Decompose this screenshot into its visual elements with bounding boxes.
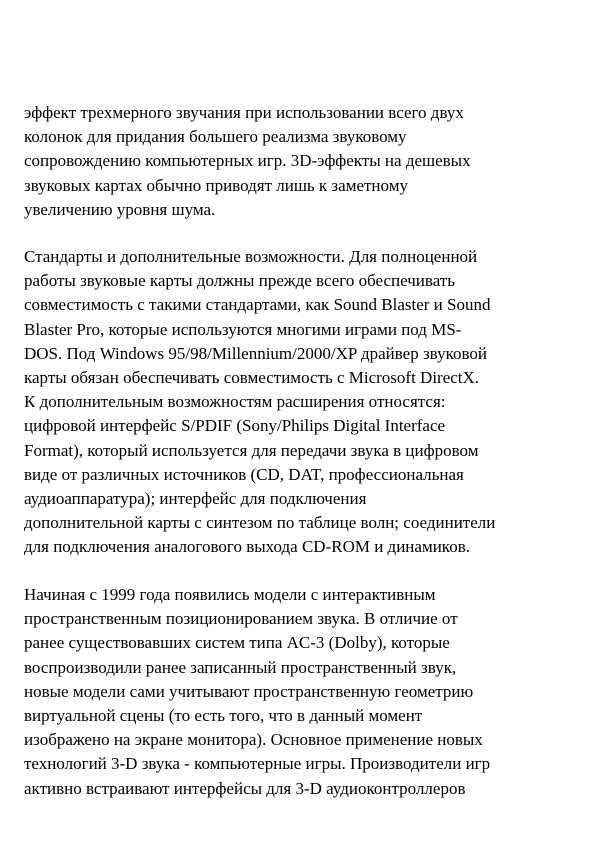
text-line: Стандарты и дополнительные возможности. Для полноценной bbox=[24, 247, 478, 266]
text-line: пространственным позиционированием звука. В отличие от bbox=[24, 609, 458, 629]
text-line: работы звуковые карты должны прежде всего обеспечивать bbox=[24, 271, 455, 291]
text-line: дополнительной карты с синтезом по таблице волн; соединители bbox=[24, 513, 496, 533]
text-line: виде от различных источников (CD, DAT, профессиональная bbox=[24, 464, 464, 484]
text-line: цифровой интерфейс S/PDIF (Sony/Philips Digital Interface bbox=[24, 416, 446, 436]
text-line: К дополнительным возможностям расширения относятся: bbox=[24, 392, 446, 412]
text-line: увеличению уровня шума. bbox=[24, 199, 216, 219]
text-line: аудиоаппаратура); интерфейс для подключения bbox=[24, 489, 367, 509]
paragraph-standards bbox=[24, 245, 584, 560]
paragraph-3d-effects bbox=[24, 101, 584, 222]
text-line: эффект трехмерного звучания при использовании всего двух bbox=[24, 103, 464, 122]
text-line: для подключения аналогового выхода CD-ROM и динамиков. bbox=[24, 537, 470, 557]
text-line: активно встраивают интерфейсы для 3-D аудиоконтроллеров bbox=[24, 778, 466, 798]
text-line: DOS. Под Windows 95/98/Millennium/2000/XP драйвер звуковой bbox=[24, 343, 488, 363]
paragraph-interactive-3d bbox=[24, 583, 584, 801]
text-line: новые модели сами учитывают пространственную геометрию bbox=[24, 681, 474, 701]
text-line: виртуальной сцены (то есть того, что в данный момент bbox=[24, 706, 423, 726]
text-line: карты обязан обеспечивать совместимость с Microsoft DirectX. bbox=[24, 368, 480, 388]
text-line: ранее существовавших систем типа AC-3 (Dolby), которые bbox=[24, 633, 450, 653]
text-line: Начиная с 1999 года появились модели с интерактивным bbox=[24, 585, 436, 604]
text-line: звуковых картах обычно приводят лишь к заметному bbox=[24, 175, 408, 195]
text-line: сопровождению компьютерных игр. 3D-эффекты на дешевых bbox=[24, 151, 471, 171]
text-line: Format), который используется для передачи звука в цифровом bbox=[24, 440, 479, 460]
text-line: изображено на экране монитора). Основное применение новых bbox=[24, 730, 483, 750]
text-line: воспроизводили ранее записанный пространственный звук, bbox=[24, 657, 457, 677]
text-line: Blaster Pro, которые используются многими играми под MS- bbox=[24, 319, 462, 339]
text-line: совместимость с такими стандартами, как Sound Blaster и Sound bbox=[24, 295, 491, 315]
text-line: колонок для придания большего реализма звуковому bbox=[24, 127, 407, 147]
text-line: технологий 3-D звука - компьютерные игры. Производители игр bbox=[24, 754, 491, 774]
